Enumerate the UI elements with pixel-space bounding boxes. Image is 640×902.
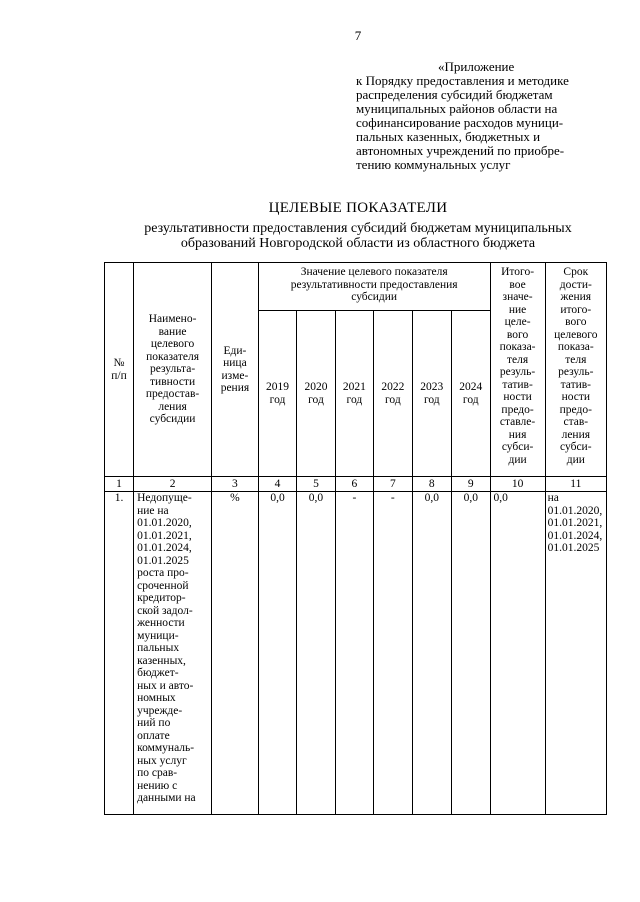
name-line: 01.01.2024, <box>137 542 192 554</box>
header-name-line: целевого <box>150 338 195 351</box>
column-number: 5 <box>297 477 335 492</box>
name-line: роста про- <box>137 567 189 579</box>
header-deadline-line: дии <box>566 453 585 466</box>
header-total-line: субси- <box>501 441 534 453</box>
row-indicator-name <box>134 492 212 815</box>
header-total-line: дии <box>508 453 527 466</box>
header-unit <box>212 263 259 477</box>
appendix-line: муниципальных районов области на <box>356 101 558 116</box>
deadline-line: 01.01.2025 <box>547 542 600 554</box>
column-number: 1 <box>105 477 134 492</box>
header-name-line: результа- <box>149 363 196 376</box>
name-line: муници- <box>137 629 179 642</box>
subtitle-line: результативности предоставления субсидий бюджетам муниципальных <box>144 221 572 236</box>
name-line: женности <box>137 617 185 629</box>
header-deadline-line: ности <box>561 391 591 403</box>
year-label: 2024 <box>459 381 483 393</box>
column-number: 4 <box>258 477 296 492</box>
year-suffix: год <box>423 393 440 406</box>
row-value-2022: - <box>374 492 412 815</box>
appendix-line: к Порядку предоставления и методике <box>356 73 569 88</box>
appendix-line: тению коммунальных услуг <box>356 157 511 172</box>
name-line: по срав- <box>137 767 178 779</box>
header-deadline-line: субси- <box>560 441 592 453</box>
header-deadline-line: дости- <box>559 278 592 291</box>
name-line: номных <box>137 692 176 704</box>
header-total-line: показа- <box>499 341 536 353</box>
header-num <box>105 263 134 477</box>
header-deadline-line: ления <box>561 428 591 441</box>
name-line: бюджет- <box>137 667 179 679</box>
row-value-2019: 0,0 <box>258 492 296 815</box>
column-number: 2 <box>134 477 212 492</box>
deadline-line: 01.01.2021, <box>547 517 603 529</box>
column-number: 9 <box>452 477 491 492</box>
year-label: 2021 <box>342 381 366 393</box>
row-total-value: 0,0 <box>490 492 545 815</box>
year-suffix: год <box>308 393 324 406</box>
name-line: нению с <box>137 779 178 792</box>
column-number: 7 <box>374 477 412 492</box>
header-group-line: Значение целевого показателя <box>300 266 448 278</box>
name-line: ных и авто- <box>137 679 194 692</box>
year-suffix: год <box>384 393 401 406</box>
header-unit-line: ница <box>223 357 247 369</box>
header-name-line: Наимено- <box>148 313 197 326</box>
header-total-line: ности <box>503 391 532 403</box>
header-name-line: вание <box>158 325 187 338</box>
header-name-line: показателя <box>146 350 200 363</box>
row-value-2020: 0,0 <box>297 492 335 815</box>
row-value-2024: 0,0 <box>452 492 491 815</box>
header-deadline-line: итого- <box>560 303 592 316</box>
row-unit: % <box>212 492 259 815</box>
year-label: 2022 <box>381 381 405 393</box>
name-line: 01.01.2020, <box>137 517 192 529</box>
name-line: казенных, <box>137 654 186 667</box>
header-row-top <box>105 263 607 311</box>
header-num-line: п/п <box>111 369 127 382</box>
name-line: коммуналь- <box>137 742 195 754</box>
header-group-line: субсидии <box>351 291 398 303</box>
row-number: 1. <box>105 492 134 815</box>
header-name-line: субсидии <box>149 413 196 426</box>
header-total <box>490 263 545 477</box>
appendix-line: пальных казенных, бюджетных и <box>356 129 541 144</box>
header-total-line: вого <box>506 328 529 341</box>
header-deadline-line: Срок <box>563 266 589 278</box>
name-line: Недопуще- <box>137 492 192 504</box>
header-value-group <box>258 263 490 311</box>
header-name-line: тивности <box>150 375 196 388</box>
year-label: 2023 <box>420 381 444 393</box>
deadline-line: 01.01.2024, <box>547 529 603 542</box>
appendix-title: «Приложение <box>438 59 515 74</box>
row-value-2023: 0,0 <box>412 492 451 815</box>
header-total-line: ние <box>508 303 527 316</box>
header-deadline <box>545 263 606 477</box>
header-unit-line: рения <box>220 382 250 394</box>
header-name-line: предостав- <box>145 388 200 401</box>
header-deadline-line: целевого <box>554 328 598 341</box>
row-deadline <box>545 492 606 815</box>
page-number: 7 <box>354 28 362 43</box>
header-deadline-line: предо- <box>559 403 592 416</box>
appendix-line: автономных учреждений по приобре- <box>356 143 565 158</box>
deadline-line: на <box>547 492 559 504</box>
name-line: данными на <box>137 792 196 804</box>
name-line: 01.01.2021, <box>137 529 192 542</box>
header-name-line: ления <box>158 400 187 413</box>
header-year-2024 <box>452 311 491 477</box>
name-line: ние на <box>137 504 169 517</box>
column-number: 8 <box>412 477 451 492</box>
targets-table <box>104 262 607 815</box>
name-line: оплате <box>137 729 170 742</box>
header-total-line: вое <box>509 278 526 291</box>
header-total-line: ставле- <box>499 416 536 428</box>
header-year-2021 <box>335 311 373 477</box>
name-line: сроченной <box>137 579 189 592</box>
header-deadline-line: вого <box>565 316 587 328</box>
column-number: 11 <box>545 477 606 492</box>
name-line: 01.01.2025 <box>137 554 189 567</box>
header-total-line: значе- <box>502 291 533 303</box>
header-total-line: предо- <box>501 403 534 416</box>
year-label: 2019 <box>266 381 290 393</box>
header-total-line: ния <box>508 428 527 441</box>
header-deadline-line: татив- <box>560 378 592 391</box>
year-label: 2020 <box>304 381 328 393</box>
header-total-line: теля <box>506 353 529 366</box>
column-number: 6 <box>335 477 373 492</box>
appendix-line: распределения субсидий бюджетам <box>356 87 553 102</box>
header-year-2020 <box>297 311 335 477</box>
header-deadline-line: жения <box>560 291 592 303</box>
table-row <box>105 492 607 815</box>
header-deadline-line: показа- <box>557 341 594 353</box>
appendix-block <box>356 60 616 172</box>
header-deadline-line: резуль- <box>558 366 594 378</box>
header-deadline-line: теля <box>565 353 587 366</box>
name-line: ний по <box>137 717 171 729</box>
name-line: кредитор- <box>137 592 186 604</box>
document-subtitle <box>108 221 608 251</box>
header-total-line: резуль- <box>499 366 536 378</box>
header-total-line: целе- <box>504 316 531 328</box>
name-line: ных услуг <box>137 754 187 767</box>
header-year-2019 <box>258 311 296 477</box>
year-suffix: год <box>346 393 363 406</box>
name-line: учрежде- <box>137 704 183 717</box>
header-total-line: татив- <box>502 378 533 391</box>
column-number: 3 <box>212 477 259 492</box>
appendix-line: софинансирование расходов муници- <box>356 115 564 130</box>
header-group-line: результативности предоставления <box>290 278 458 291</box>
name-line: пальных <box>137 642 180 654</box>
year-suffix: год <box>462 393 479 406</box>
document-title: ЦЕЛЕВЫЕ ПОКАЗАТЕЛИ <box>268 200 448 216</box>
header-unit-line: изме- <box>221 369 249 382</box>
header-name <box>134 263 212 477</box>
subtitle-line: образований Новгородской области из областного бюджета <box>180 236 536 251</box>
deadline-line: 01.01.2020, <box>547 504 603 517</box>
header-deadline-line: став- <box>563 416 589 428</box>
header-unit-line: Еди- <box>223 344 247 357</box>
name-line: ской задол- <box>137 604 193 617</box>
header-total-line: Итого- <box>501 266 535 278</box>
header-year-2022 <box>374 311 412 477</box>
column-number-row <box>105 477 607 492</box>
year-suffix: год <box>269 393 286 406</box>
column-number: 10 <box>490 477 545 492</box>
row-value-2021: - <box>335 492 373 815</box>
header-num-line: № <box>113 357 125 369</box>
header-year-2023 <box>412 311 451 477</box>
